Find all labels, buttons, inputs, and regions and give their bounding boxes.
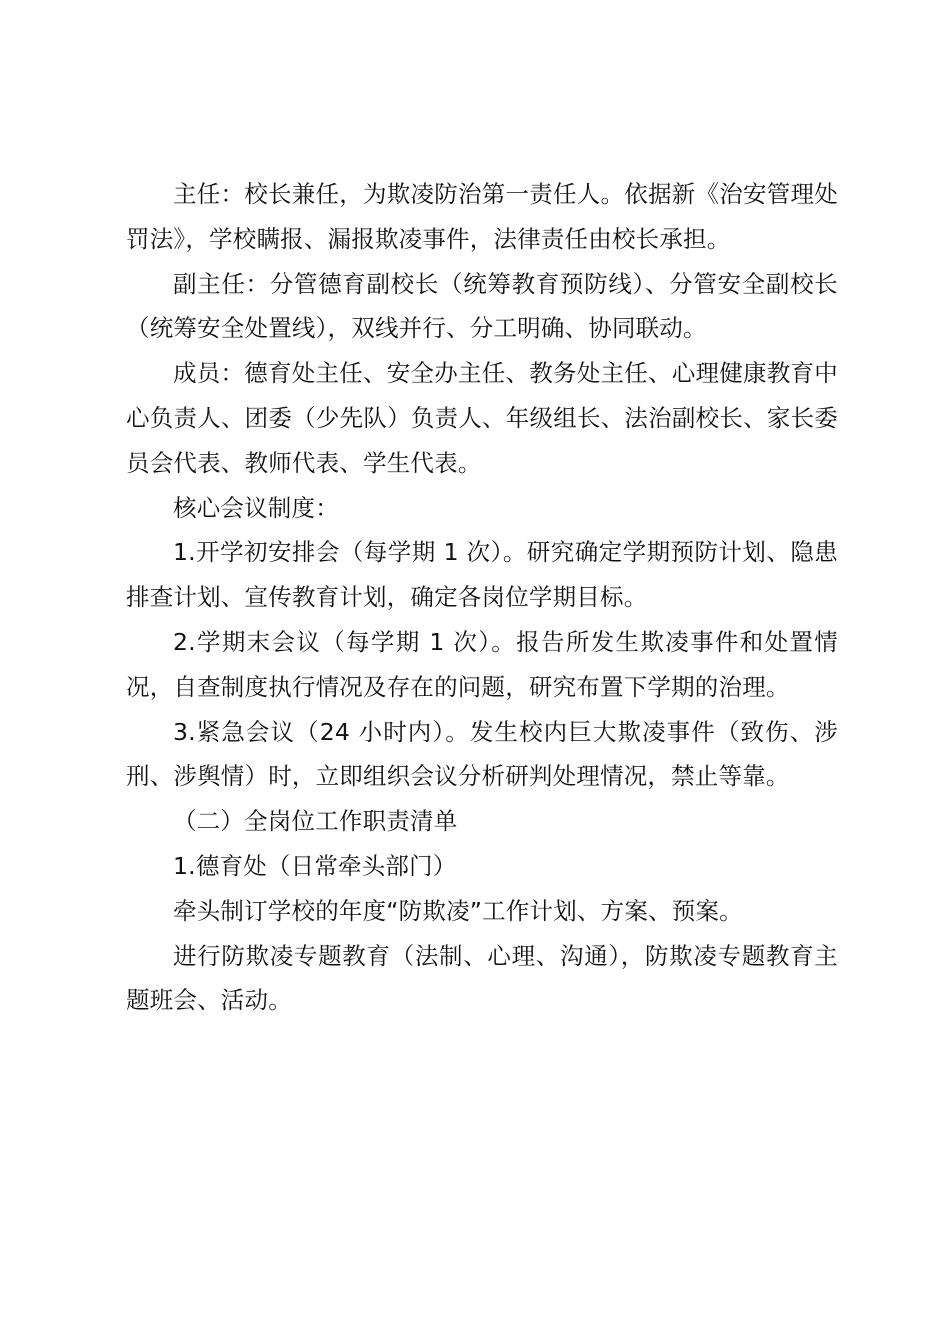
document-body <box>126 172 838 1023</box>
paragraph-meeting-2: 2.学期末会议（每学期 1 次）。报告所发生欺凌事件和处置情况，自查制度执行情况及存在的问题，研究布置下学期的治理。 <box>126 627 838 701</box>
paragraph-meeting-1: 1.开学初安排会（每学期 1 次）。研究确定学期预防计划、隐患排查计划、宣传教育计划，确定各岗位学期目标。 <box>126 538 838 612</box>
paragraph-meeting-3: 3.紧急会议（24 小时内）。发生校内巨大欺凌事件（致伤、涉刑、涉舆情）时，立即组织会议分析研判处理情况，禁止等靠。 <box>126 717 838 791</box>
paragraph-deputy-director: 副主任：分管德育副校长（统筹教育预防线）、分管安全副校长（统筹安全处置线），双线并行、分工明确、协同联动。 <box>126 269 838 343</box>
section-heading-duties: （二）全岗位工作职责清单 <box>173 807 458 836</box>
paragraph-members: 成员：德育处主任、安全办主任、教务处主任、心理健康教育中心负责人、团委（少先队）负责人、年级组长、法治副校长、家长委员会代表、教师代表、学生代表。 <box>126 359 838 477</box>
subsection-heading-moral-education-office: 1.德育处（日常牵头部门） <box>173 851 457 880</box>
paragraph-director: 主任：校长兼任，为欺凌防治第一责任人。依据新《治安管理处罚法》，学校瞒报、漏报欺凌事件，法律责任由校长承担。 <box>126 180 838 253</box>
paragraph-meeting-system-heading: 核心会议制度： <box>173 493 339 522</box>
paragraph-duty-plan: 牵头制订学校的年度“防欺凌”工作计划、方案、预案。 <box>173 896 743 925</box>
paragraph-duty-education: 进行防欺凌专题教育（法制、心理、沟通），防欺凌专题教育主题班会、活动。 <box>126 941 838 1015</box>
